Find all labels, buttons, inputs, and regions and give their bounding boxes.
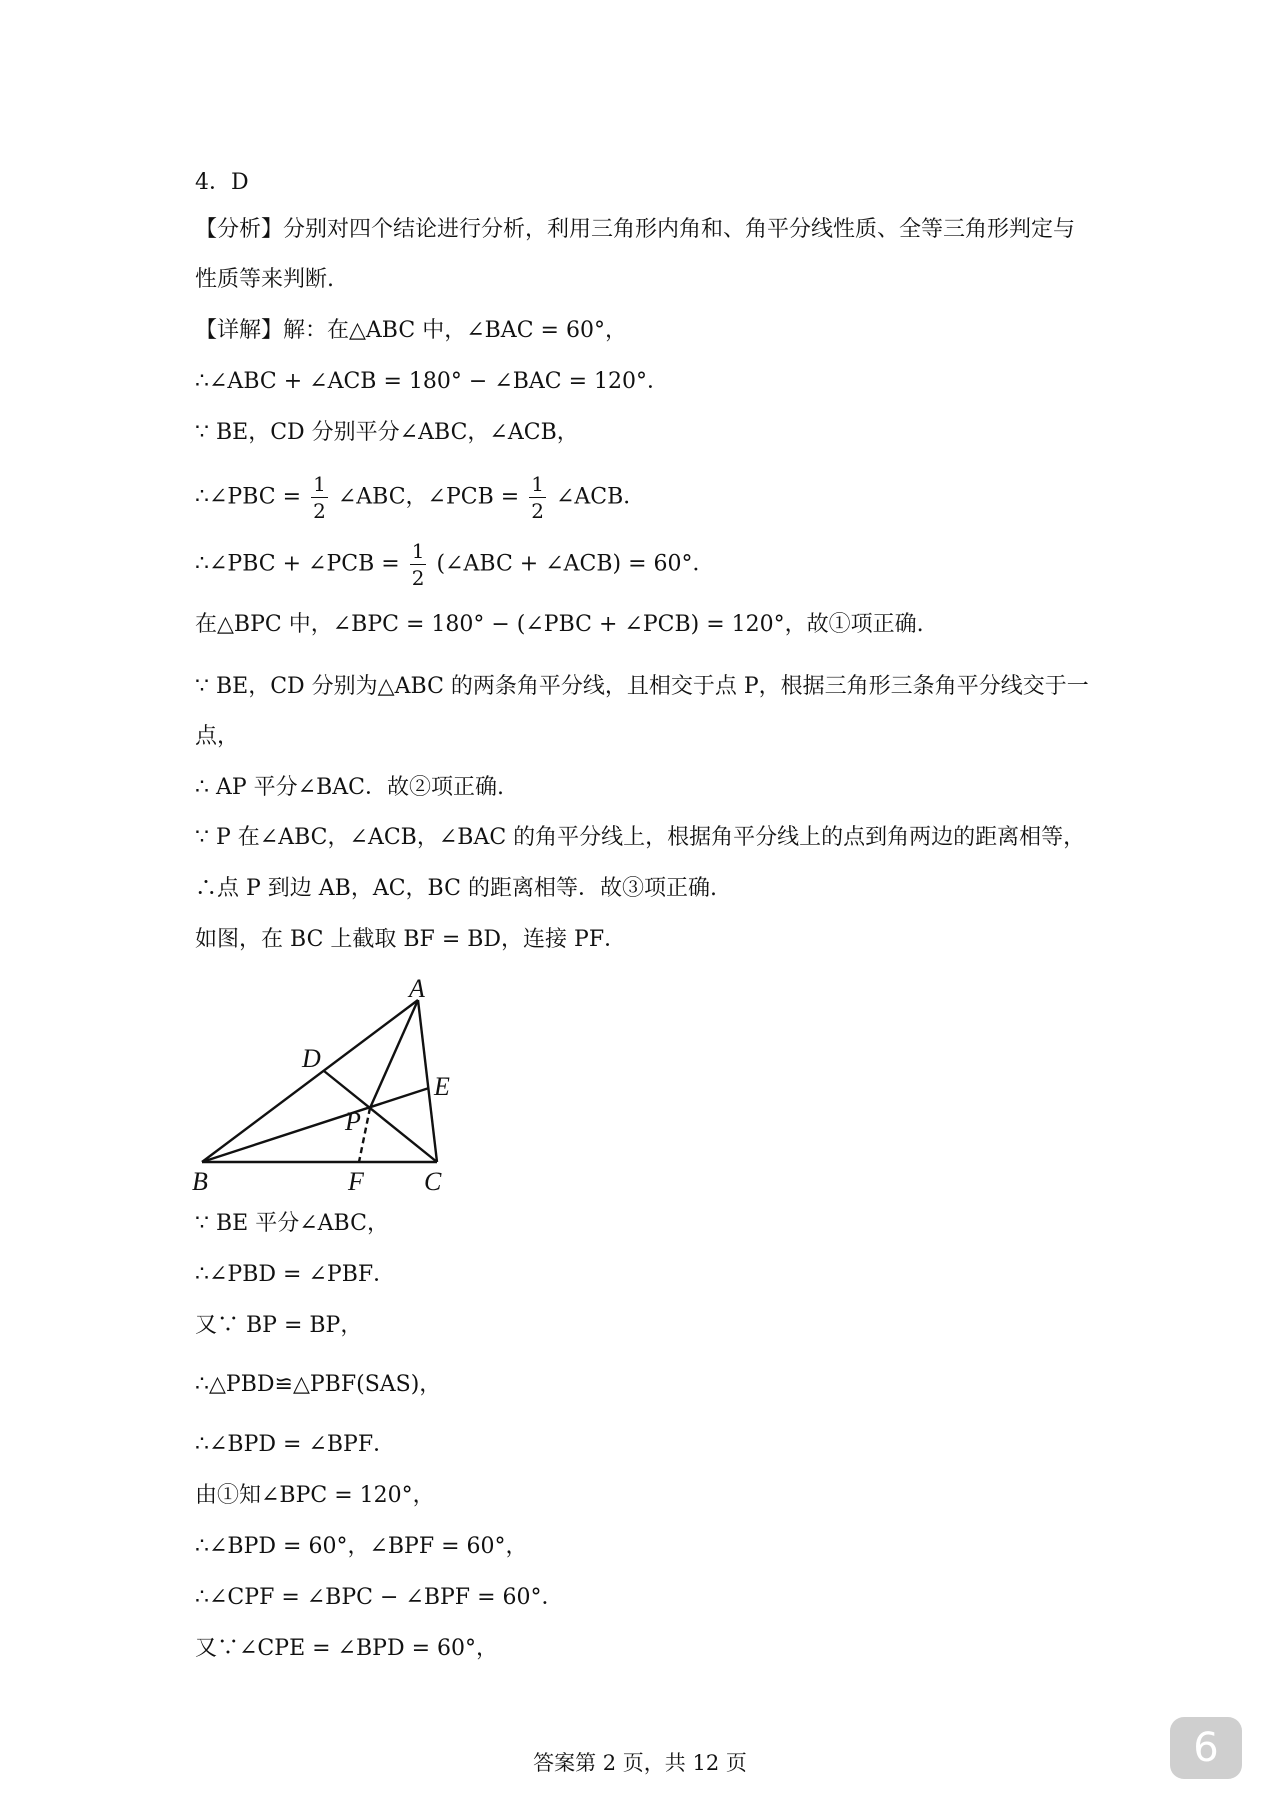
page-number-badge: 6: [1170, 1717, 1242, 1779]
detail-line-10: ∵ P 在∠ABC，∠ACB，∠BAC 的角平分线上，根据角平分线上的点到角两边的距离相等，: [195, 825, 1086, 850]
detail-line-19: ∴∠BPD = 60°，∠BPF = 60°，: [195, 1534, 528, 1559]
text-segment: ∴∠PBC + ∠PCB =: [195, 551, 400, 577]
fraction-numerator: 1: [313, 472, 326, 496]
label-f: F: [348, 1167, 364, 1196]
bisector-be: [202, 1088, 429, 1162]
fraction-denominator: 2: [411, 566, 425, 590]
text-segment: ∴∠PBC =: [195, 484, 302, 510]
detail-line-3: ∵ BE，CD 分别平分∠ABC，∠ACB，: [195, 420, 579, 445]
text-segment: (∠ABC + ∠ACB) = 60°．: [436, 551, 715, 577]
detail-line-9: ∴ AP 平分∠BAC．故②项正确.: [195, 775, 504, 800]
detail-line-11: ∴点 P 到边 AB，AC，BC 的距离相等．故③项正确.: [195, 876, 717, 901]
analysis-line-1: 【分析】分别对四个结论进行分析，利用三角形内角和、角平分线性质、全等三角形判定与: [195, 217, 1076, 242]
detail-line-14: ∴∠PBD = ∠PBF．: [195, 1262, 396, 1287]
triangle-lines: [202, 1000, 437, 1162]
detail-line-21: 又∵∠CPE = ∠BPD = 60°，: [195, 1636, 499, 1661]
label-a: A: [409, 975, 425, 1003]
detail-line-13: ∵ BE 平分∠ABC，: [195, 1211, 389, 1236]
fraction-denominator: 2: [531, 499, 544, 523]
detail-line-5: [195, 541, 715, 588]
analysis-line-2: 性质等来判断.: [195, 267, 334, 292]
fraction-numerator: 1: [411, 539, 425, 563]
label-d: D: [302, 1044, 321, 1073]
detail-line-4: [195, 474, 645, 521]
fraction-one-half: [529, 474, 546, 521]
label-e: E: [434, 1072, 450, 1101]
fraction-denominator: 2: [313, 499, 326, 523]
fraction-numerator: 1: [531, 472, 544, 496]
label-c: C: [424, 1167, 442, 1196]
detail-line-8: 点，: [195, 724, 240, 749]
side-ab: [202, 1000, 418, 1162]
text-segment: ∠ABC，∠PCB =: [337, 484, 520, 510]
detail-line-7: ∵ BE，CD 分别为△ABC 的两条角平分线，且相交于点 P，根据三角形三条角平分线交于一: [195, 674, 1089, 699]
detail-line-20: ∴∠CPF = ∠BPC − ∠BPF = 60°．: [195, 1585, 564, 1610]
detail-line-1: 【详解】解：在△ABC 中，∠BAC = 60°，: [195, 318, 627, 343]
fraction-one-half: [410, 541, 427, 588]
detail-line-12: 如图，在 BC 上截取 BF = BD，连接 PF．: [195, 927, 627, 952]
answer-number: 4．D: [195, 170, 249, 195]
detail-line-15: 又∵ BP = BP，: [195, 1313, 363, 1338]
text-segment: ∠ACB．: [555, 484, 646, 510]
detail-line-16: ∴△PBD≌△PBF(SAS)，: [195, 1372, 442, 1397]
triangle-figure: [190, 975, 490, 1205]
fraction-one-half: [311, 474, 328, 521]
detail-line-6: 在△BPC 中，∠BPC = 180° − (∠PBC + ∠PCB) = 120°，故①项正确.: [195, 612, 924, 637]
detail-line-2: ∴∠ABC + ∠ACB = 180° − ∠BAC = 120°．: [195, 369, 670, 394]
segment-ap: [370, 1000, 418, 1108]
detail-line-17: ∴∠BPD = ∠BPF．: [195, 1432, 396, 1457]
label-b: B: [192, 1167, 208, 1196]
detail-line-18: 由①知∠BPC = 120°，: [195, 1483, 435, 1508]
label-p: P: [345, 1107, 361, 1136]
page-footer: 答案第 2 页，共 12 页: [533, 1751, 747, 1775]
